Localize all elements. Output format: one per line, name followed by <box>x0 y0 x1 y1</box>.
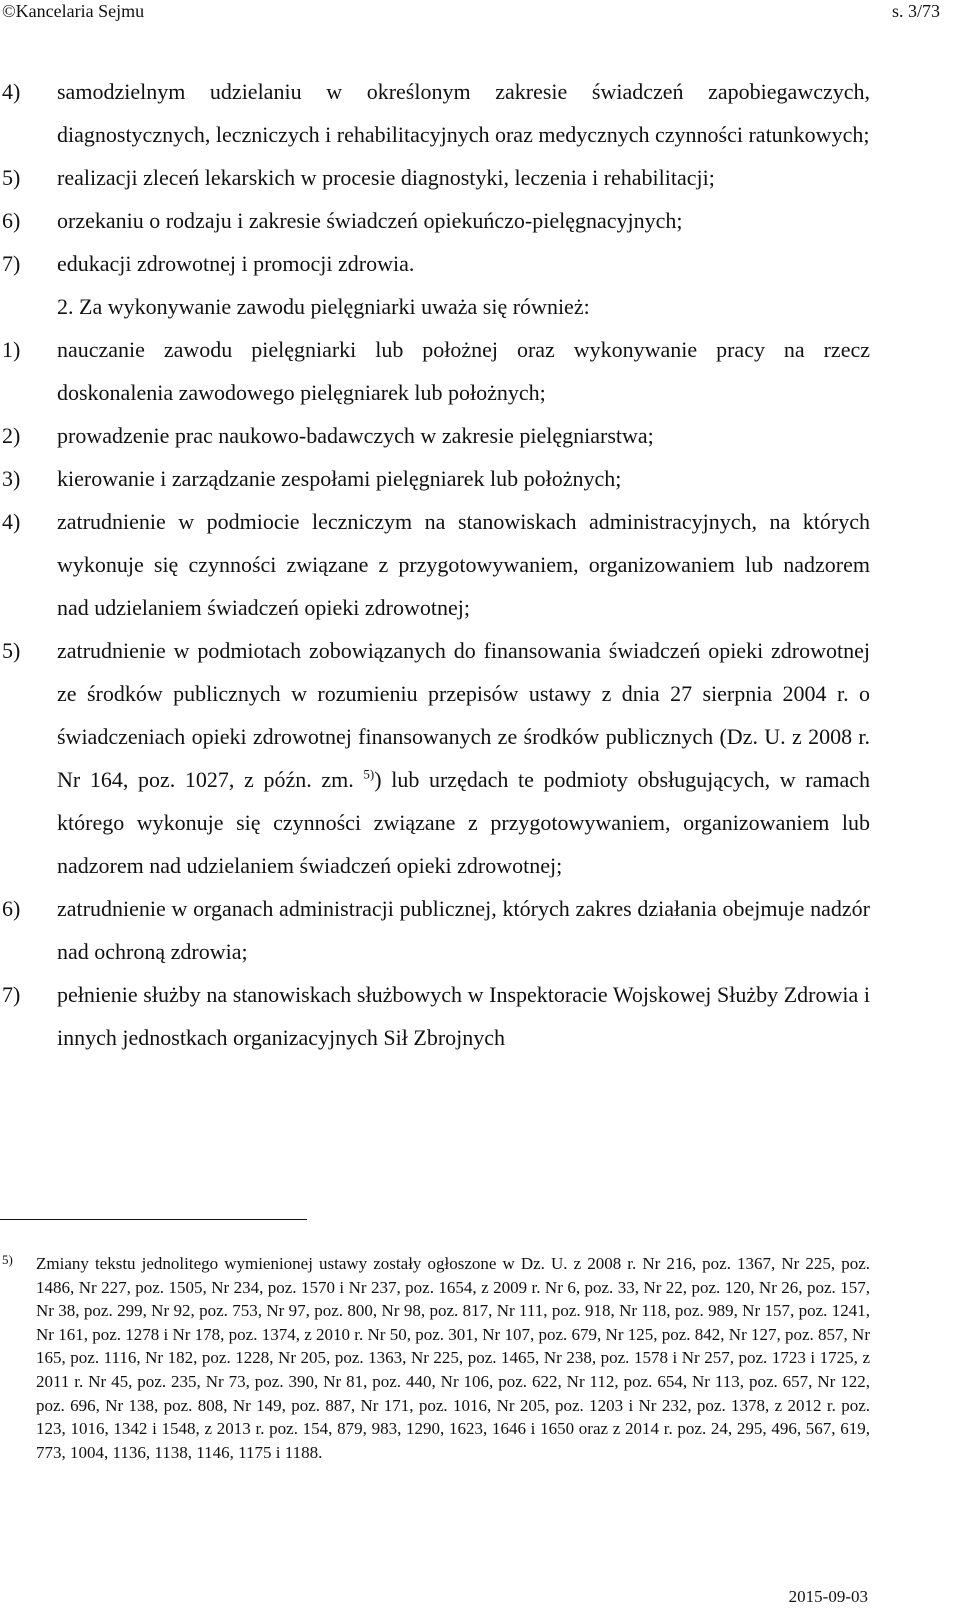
header-page-number: s. 3/73 <box>891 1 940 21</box>
list-item-text: nauczanie zawodu pielęgniarki lub położnej oraz wykonywanie pracy na rzecz doskonalenia zawodowego pielęgniarek lub położnych; <box>57 337 870 405</box>
list-item-text: kierowanie i zarządzanie zespołami pielęgniarek lub położnych; <box>57 466 622 491</box>
list-item-number: 1) <box>2 337 21 362</box>
list-item-number: 6) <box>2 896 21 921</box>
page-header <box>2 0 940 24</box>
list-item-number: 4) <box>2 509 21 534</box>
list-item-number: 7) <box>2 982 21 1007</box>
list-item <box>0 242 870 285</box>
list-item <box>0 70 870 156</box>
footnote-reference: 5) <box>363 766 375 782</box>
list-item-number: 4) <box>2 79 21 104</box>
list-item-number: 5) <box>2 638 21 663</box>
list-item <box>0 328 870 414</box>
list-item <box>0 500 870 629</box>
list-item-number: 7) <box>2 251 21 276</box>
footnote-text: Zmiany tekstu jednolitego wymienionej ustawy zostały ogłoszone w Dz. U. z 2008 r. Nr 216, poz. 1367, Nr 225, poz. 1486, Nr 227, poz. 1505, Nr 234, poz. 1570 i Nr 237, poz. 1654, z 2009 r. Nr 6, poz. 33, Nr 22, poz. 120, Nr 26, poz. 157, Nr 38, poz. 299, Nr 92, poz. 753, Nr 97, poz. 800, Nr 98, poz. 817, Nr 111, poz. 918, Nr 118, poz. 989, Nr 157, poz. 1241, Nr 161, poz. 1278 i Nr 178, poz. 1374, z 2010 r. Nr 50, poz. 301, Nr 107, poz. 679, Nr 125, poz. 842, Nr 127, poz. 857, Nr 165, poz. 1116, Nr 182, poz. 1228, Nr 205, poz. 1363, Nr 225, poz. 1465, Nr 238, poz. 1578 i Nr 257, poz. 1723 i 1725, z 2011 r. Nr 45, poz. 235, Nr 73, poz. 390, Nr 81, poz. 440, Nr 106, poz. 622, Nr 112, poz. 654, Nr 113, poz. 657, Nr 122, poz. 696, Nr 138, poz. 808, Nr 149, poz. 887, Nr 171, poz. 1016, Nr 205, poz. 1203 i Nr 232, poz. 1378, z 2012 r. poz. 123, 1016, 1342 i 1548, z 2013 r. poz. 154, 879, 983, 1290, 1623, 1646 i 1650 oraz z 2014 r. poz. 24, 295, 496, 567, 619, 773, 1004, 1136, 1138, 1146, 1175 i 1188. <box>36 1254 870 1462</box>
document-body <box>0 70 870 1059</box>
list-item <box>0 414 870 457</box>
list-item-text: pełnienie służby na stanowiskach służbowych w Inspektoracie Wojskowej Służby Zdrowia i innych jednostkach organizacyjnych Sił Zbrojnych <box>57 982 870 1050</box>
list-item-text <box>57 629 870 887</box>
list-item <box>0 629 870 887</box>
list-item <box>0 973 870 1059</box>
list-item-text: realizacji zleceń lekarskich w procesie diagnostyki, leczenia i rehabilitacji; <box>57 165 715 190</box>
list-item-text: zatrudnienie w podmiocie leczniczym na stanowiskach administracyjnych, na których wykonuje się czynności związane z przygotowywaniem, organizowaniem lub nadzorem nad udzielaniem świadczeń opieki zdrowotnej; <box>57 509 870 620</box>
list-item-text: edukacji zdrowotnej i promocji zdrowia. <box>57 251 415 276</box>
list-item <box>0 457 870 500</box>
footnote-number: 5) <box>2 1252 13 1267</box>
list-item-number: 6) <box>2 208 21 233</box>
paragraph-2: 2. Za wykonywanie zawodu pielęgniarki uważa się również: <box>57 294 590 319</box>
list-item-number: 5) <box>2 165 21 190</box>
list-item-text: zatrudnienie w organach administracji publicznej, których zakres działania obejmuje nadzór nad ochroną zdrowia; <box>57 896 870 964</box>
list-item <box>0 887 870 973</box>
list-item <box>0 156 870 199</box>
footnote-separator <box>0 1219 307 1220</box>
list-item-number: 2) <box>2 423 21 448</box>
list-item <box>0 199 870 242</box>
list-item-text-part: ) lub urzędach te podmioty obsługujących, w ramach którego wykonuje się czynności związane z przygotowywaniem, organizowaniem lub nadzorem nad udzielaniem świadczeń opieki zdrowotnej; <box>57 767 870 878</box>
list-item-text: samodzielnym udzielaniu w określonym zakresie świadczeń zapobiegawczych, diagnostycznych, leczniczych i rehabilitacyjnych oraz medycznych czynności ratunkowych; <box>57 79 870 147</box>
footnote <box>0 1252 870 1464</box>
list-item-text: prowadzenie prac naukowo-badawczych w zakresie pielęgniarstwa; <box>57 423 654 448</box>
document-date: 2015-09-03 <box>788 1587 868 1606</box>
header-source: ©Kancelaria Sejmu <box>2 1 145 21</box>
list-item-text: orzekaniu o rodzaju i zakresie świadczeń opiekuńczo-pielęgnacyjnych; <box>57 208 683 233</box>
list-item-text-part: zatrudnienie w podmiotach zobowiązanych do finansowania świadczeń opieki zdrowotnej ze środków publicznych w rozumieniu przepisów ustawy z dnia 27 sierpnia 2004 r. o świadczeniach opieki zdrowotnej finansowanych ze środków publicznych (Dz. U. z 2008 r. Nr 164, poz. 1027, z późn. zm. <box>57 638 870 792</box>
list-item-number: 3) <box>2 466 21 491</box>
